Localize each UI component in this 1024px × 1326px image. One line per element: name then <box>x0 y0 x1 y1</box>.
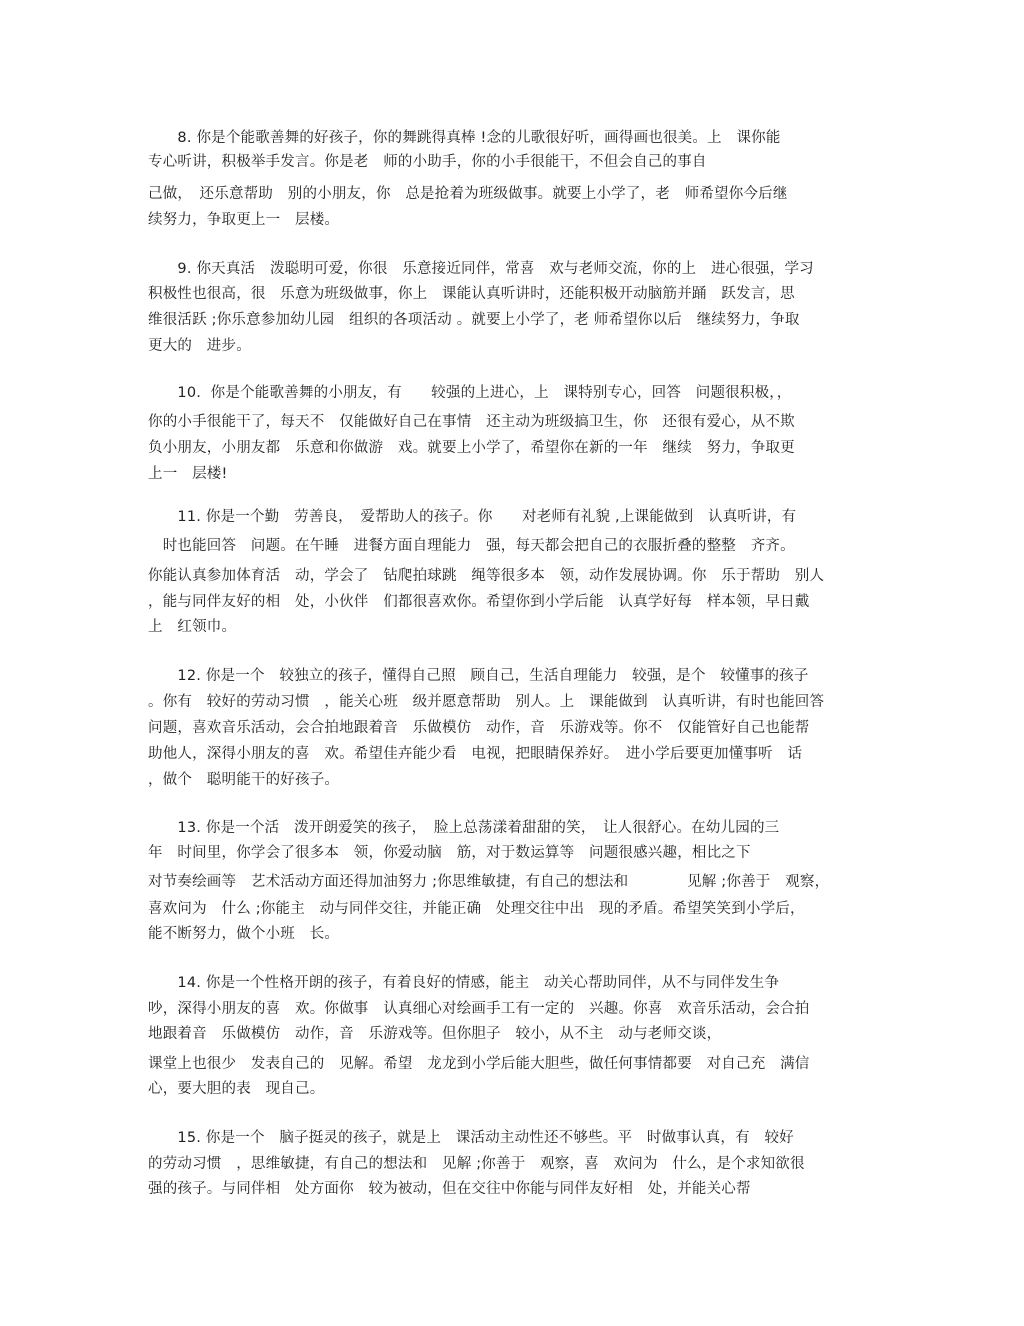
paragraph-13-line-3: 对节奏绘画等 艺术活动方面还得加油努力 ;你思维敏捷，有自己的想法和 见解 ;你善于 观察， <box>148 874 830 890</box>
paragraph-10-line-4: 上一 层楼! <box>148 466 228 482</box>
paragraph-8-line-1: 8. 你是个能歌善舞的好孩子，你的舞跳得真棒 !念的儿歌很好听，画得画也很美。上 课你能 <box>148 130 781 146</box>
paragraph-11-line-2: 时也能回答 问题。在午睡 进餐方面自理能力 强，每天都会把自己的衣服折叠的整整 齐齐。 <box>148 538 795 554</box>
paragraph-14-line-3: 地跟着音 乐做模仿 动作，音 乐游戏等。但你胆子 较小，从不主 动与老师交谈， <box>148 1026 722 1042</box>
paragraph-12-line-2: 。你有 较好的劳动习惯 ，能关心班 级并愿意帮助 别人。上 课能做到 认真听讲，有时也能回答 <box>148 694 825 710</box>
paragraph-15-line-1: 15. 你是一个 脑子挺灵的孩子，就是上 课活动主动性还不够些。平 时做事认真，有 较好 <box>148 1130 794 1146</box>
paragraph-10-line-1: 10. 你是个能歌善舞的小朋友，有 较强的上进心，上 课特别专心，回答 问题很积极，， <box>148 385 792 401</box>
paragraph-8-line-4: 续努力，争取更上一 层楼。 <box>148 212 340 228</box>
paragraph-14-line-1: 14. 你是一个性格开朗的孩子，有着良好的情感，能主 动关心帮助同伴，从不与同伴发生争 <box>148 975 780 991</box>
paragraph-9-line-2: 积极性也很高，很 乐意为班级做事，你上 课能认真听讲时，还能积极开动脑筋并踊 跃发言，思 <box>148 286 795 302</box>
paragraph-11-line-5: 上 红领巾。 <box>148 619 237 635</box>
paragraph-12-line-3: 问题，喜欢音乐活动，会合拍地跟着音 乐做模仿 动作，音 乐游戏等。你不 仅能管好自己也能帮 <box>148 720 810 736</box>
paragraph-9-line-3: 维很活跃 ;你乐意参加幼儿园 组织的各项活动 。就要上小学了，老 师希望你以后 继续努力，争取 <box>148 312 800 328</box>
paragraph-10-line-3: 负小朋友，小朋友都 乐意和你做游 戏。就要上小学了，希望你在新的一年 继续 努力，争取更 <box>148 440 795 456</box>
paragraph-14-line-4: 课堂上也很少 发表自己的 见解。希望 龙龙到小学后能大胆些，做任何事情都要 对自己充 满信 <box>148 1056 810 1072</box>
paragraph-11-line-1: 11. 你是一个勤 劳善良， 爱帮助人的孩子。你 对老师有礼貌 ,上课能做到 认真听讲，有 <box>148 509 797 525</box>
paragraph-13-line-2: 年 时间里，你学会了很多本 领，你爱动脑 筋，对于数运算等 问题很感兴趣，相比之下 <box>148 845 751 861</box>
paragraph-8-line-3: 己做， 还乐意帮助 别的小朋友，你 总是抢着为班级做事。就要上小学了，老 师希望你今后继 <box>148 186 788 202</box>
paragraph-14-line-2: 吵，深得小朋友的喜 欢。你做事 认真细心对绘画手工有一定的 兴趣。你喜 欢音乐活动，会合拍 <box>148 1001 810 1017</box>
paragraph-14-line-5: 心，要大胆的表 现自己。 <box>148 1081 325 1097</box>
paragraph-9-line-4: 更大的 进步。 <box>148 338 251 354</box>
paragraph-15-line-2: 的劳动习惯 ，思维敏捷，有自己的想法和 见解 ;你善于 观察，喜 欢问为 什么，是个求知欲很 <box>148 1156 805 1172</box>
paragraph-9-line-1: 9. 你天真活 泼聪明可爱，你很 乐意接近同伴，常喜 欢与老师交流，你的上 进心很强，学习 <box>148 261 814 277</box>
paragraph-13-line-5: 能不断努力，做个小班 长。 <box>148 926 340 942</box>
paragraph-13-line-4: 喜欢问为 什么 ;你能主 动与同伴交往，并能正确 处理交往中出 现的矛盾。希望笑笑到小学后， <box>148 901 805 917</box>
paragraph-8-line-2: 专心听讲，积极举手发言。你是老 师的小助手，你的小手很能干，不但会自己的事自 <box>148 154 707 170</box>
paragraph-12-line-1: 12. 你是一个 较独立的孩子，懂得自己照 顾自己，生活自理能力 较强，是个 较懂事的孩子 <box>148 668 809 684</box>
paragraph-12-line-5: ，做个 聪明能干的好孩子。 <box>148 772 340 788</box>
paragraph-13-line-1: 13. 你是一个活 泼开朗爱笑的孩子， 脸上总荡漾着甜甜的笑， 让人很舒心。在幼儿园的三 <box>148 820 780 836</box>
paragraph-10-line-2: 你的小手很能干了，每天不 仅能做好自己在事情 还主动为班级搞卫生，你 还很有爱心，从不欺 <box>148 414 795 430</box>
paragraph-11-line-4: ，能与同伴友好的相 处，小伙伴 们都很喜欢你。希望你到小学后能 认真学好每 样本领，早日戴 <box>148 594 810 610</box>
paragraph-15-line-3: 强的孩子。与同伴相 处方面你 较为被动，但在交往中你能与同伴友好相 处，并能关心帮 <box>148 1181 751 1197</box>
paragraph-12-line-4: 助他人，深得小朋友的喜 欢。希望佳卉能少看 电视，把眼睛保养好。 进小学后要更加懂事听 话 <box>148 746 803 762</box>
paragraph-11-line-3: 你能认真参加体育活 动，学会了 钻爬拍球跳 绳等很多本 领，动作发展协调。你 乐于帮助 别人 <box>148 568 825 584</box>
